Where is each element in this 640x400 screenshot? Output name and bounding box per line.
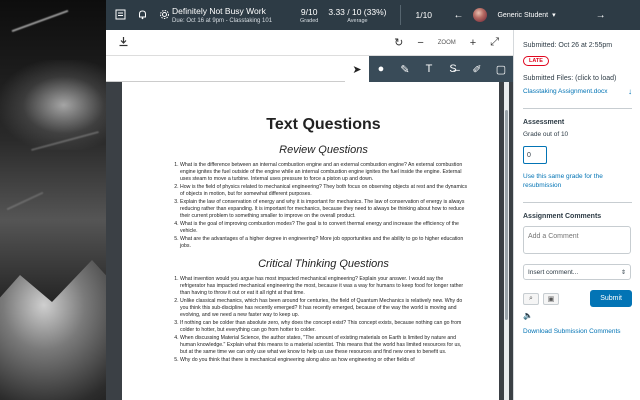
prev-student-icon[interactable]: ← <box>453 9 464 21</box>
zoom-label: ZOOM <box>437 39 456 46</box>
gear-icon[interactable] <box>158 9 170 21</box>
chevron-updown-icon: ⇕ <box>620 269 626 276</box>
submitted-file-link[interactable]: Classtaking Assignment.docx <box>523 88 608 95</box>
list-item: 5. Why do you think that there is mechanical engineering along also as how engineering or other fields of <box>180 357 469 364</box>
attach-file-icon[interactable]: ⌕ <box>523 293 539 305</box>
highlight-pen-icon[interactable]: ✎ <box>393 56 417 82</box>
assignment-title[interactable]: Definitely Not Busy Work <box>172 6 266 16</box>
critical-heading: Critical Thinking Questions <box>258 258 389 270</box>
submitted-file-row <box>523 87 632 96</box>
rotate-icon[interactable]: ↻ <box>394 37 404 49</box>
draw-tool-icon[interactable]: ✐ <box>465 56 489 82</box>
bell-icon[interactable] <box>136 9 148 21</box>
speedgrader-header <box>106 0 640 30</box>
submitted-date: Submitted: Oct 26 at 2:55pm <box>523 42 613 49</box>
list-item: 4. When discussing Material Science, the author states, "The amount of existing materials on Earth is limited by nature and human knowledge." Explain what this means to a material scientist. This means that the world has limited resources for us, but at the same time we can only use what we know to help us use these resources and find new ones to benefit us. <box>180 335 469 356</box>
list-item: 5. What are the advantages of a higher degree in engineering? More job opportunities and the ability to go to higher education jobs. <box>180 236 469 250</box>
assignment-info <box>172 6 290 24</box>
student-nav <box>453 8 605 22</box>
critical-question-list <box>168 276 469 364</box>
scrollbar-thumb[interactable] <box>505 110 508 320</box>
fullscreen-icon[interactable]: ⤢ <box>490 36 499 48</box>
graded-value: 9/10 <box>300 6 318 17</box>
annotation-toolbar <box>106 56 513 82</box>
insert-comment-select[interactable] <box>523 264 631 280</box>
divider <box>523 202 632 203</box>
grade-input[interactable] <box>523 146 547 164</box>
average-value: 3.33 / 10 (33%) <box>328 6 387 17</box>
status-badge: LATE <box>523 56 549 66</box>
assessment-heading: Assessment <box>523 119 565 126</box>
zoom-out-icon[interactable]: − <box>417 36 424 49</box>
grade-value: 0 <box>527 151 531 159</box>
chevron-down-icon: ▾ <box>552 12 556 19</box>
avatar <box>473 8 487 22</box>
student-pager: 1/10 <box>415 10 433 20</box>
gradebook-icon[interactable] <box>114 9 126 21</box>
divider <box>523 108 632 109</box>
submit-button[interactable]: Submit <box>590 290 632 307</box>
document-page <box>122 82 499 400</box>
snowy-mountain <box>0 260 106 400</box>
list-item: 1. What invention would you argue has most impacted mechanical engineering? Explain your answer. I would say the refrigerator has impacted mechanical engineering the most, because it was a way for humans to keep food for longer rather than having to throw it out or eat it all right at that time. <box>180 276 469 297</box>
sky-glow <box>0 60 106 150</box>
list-item: 4. What is the goal of improving combustion modes? The goal is to convert thermal energy and increase the efficiency of the vehicle. <box>180 221 469 235</box>
comment-input[interactable] <box>523 226 631 254</box>
same-grade-link[interactable]: Use this same grade for the resubmission <box>523 173 603 189</box>
comments-heading: Assignment Comments <box>523 213 602 220</box>
list-item: 1. What is the difference between an internal combustion engine and an external combustion engine? An external combustion engine ignites the fuel outside of the engine while an internal combustion engine ignites the fuel inside the engine. External uses steam to move a turbine. Internal uses pressure to force a piston up and down. <box>180 162 469 183</box>
next-student-icon[interactable]: → <box>595 9 606 21</box>
comment-actions <box>523 290 632 307</box>
download-icon[interactable] <box>118 36 129 50</box>
background-photo <box>0 0 106 400</box>
download-icon[interactable]: ↓ <box>628 87 632 96</box>
average-label: Average <box>347 17 368 24</box>
graded-stat <box>300 7 318 24</box>
divider <box>400 5 401 25</box>
text-tool-icon[interactable]: T <box>417 56 441 82</box>
document-viewer <box>106 30 513 400</box>
light-streak <box>6 192 43 211</box>
list-item: 2. Unlike classical mechanics, which has been around for centuries, the field of Quantum Mechanics is relatively new. Why do you think this sub-discipline has recently emerged? It has recently emerged, because of the way the world is moving and evolving, and we need a new faster way to keep up. <box>180 298 469 319</box>
list-item: 2. How is the field of physics related to mechanical engineering? They both focus on observing objects at rest and the dynamics of objects in motion, but for somewhat different purposes. <box>180 184 469 198</box>
student-select[interactable] <box>497 11 555 19</box>
pointer-tool-icon[interactable]: ➤ <box>345 56 369 82</box>
media-comment-icon[interactable]: ▣ <box>543 293 559 305</box>
viewer-toolbar <box>106 30 513 56</box>
assignment-due: Due: Oct 16 at 9pm - Classtaking 101 <box>172 18 273 24</box>
average-stat <box>328 7 386 24</box>
document-title: Text Questions <box>266 116 381 133</box>
strikeout-tool-icon[interactable]: S̶ <box>441 56 465 82</box>
point-annotation-icon[interactable]: ● <box>369 56 393 82</box>
submitted-files-label: Submitted Files: (click to load) <box>523 75 617 82</box>
review-question-list <box>168 162 469 250</box>
grading-sidebar <box>513 30 640 400</box>
graded-label: Graded <box>300 17 319 24</box>
student-name: Generic Student <box>497 12 549 19</box>
light-streak <box>11 10 68 32</box>
review-heading: Review Questions <box>279 144 368 156</box>
grade-out-of-label: Grade out of 10 <box>523 131 569 138</box>
download-comments-link[interactable]: Download Submission Comments <box>523 328 621 335</box>
microphone-icon[interactable]: 🔈 <box>523 311 533 320</box>
list-item: 3. Explain the law of conservation of energy and why it is important for mechanics. The law of conservation of energy is always reducing rather than expanding. It is important for mechanics, because they need to always be thinking about how to reduce their current problem to something smaller to improve on the overall product. <box>180 199 469 220</box>
zoom-in-icon[interactable]: + <box>469 36 477 49</box>
area-tool-icon[interactable]: ▢ <box>489 56 513 82</box>
insert-comment-label: Insert comment... <box>528 268 579 276</box>
list-item: 3. If nothing can be colder than absolute zero, why does the concept exist? This concept exists, because nothing can go from colder to hotter, but everything can go from hotter to colder. <box>180 320 469 334</box>
